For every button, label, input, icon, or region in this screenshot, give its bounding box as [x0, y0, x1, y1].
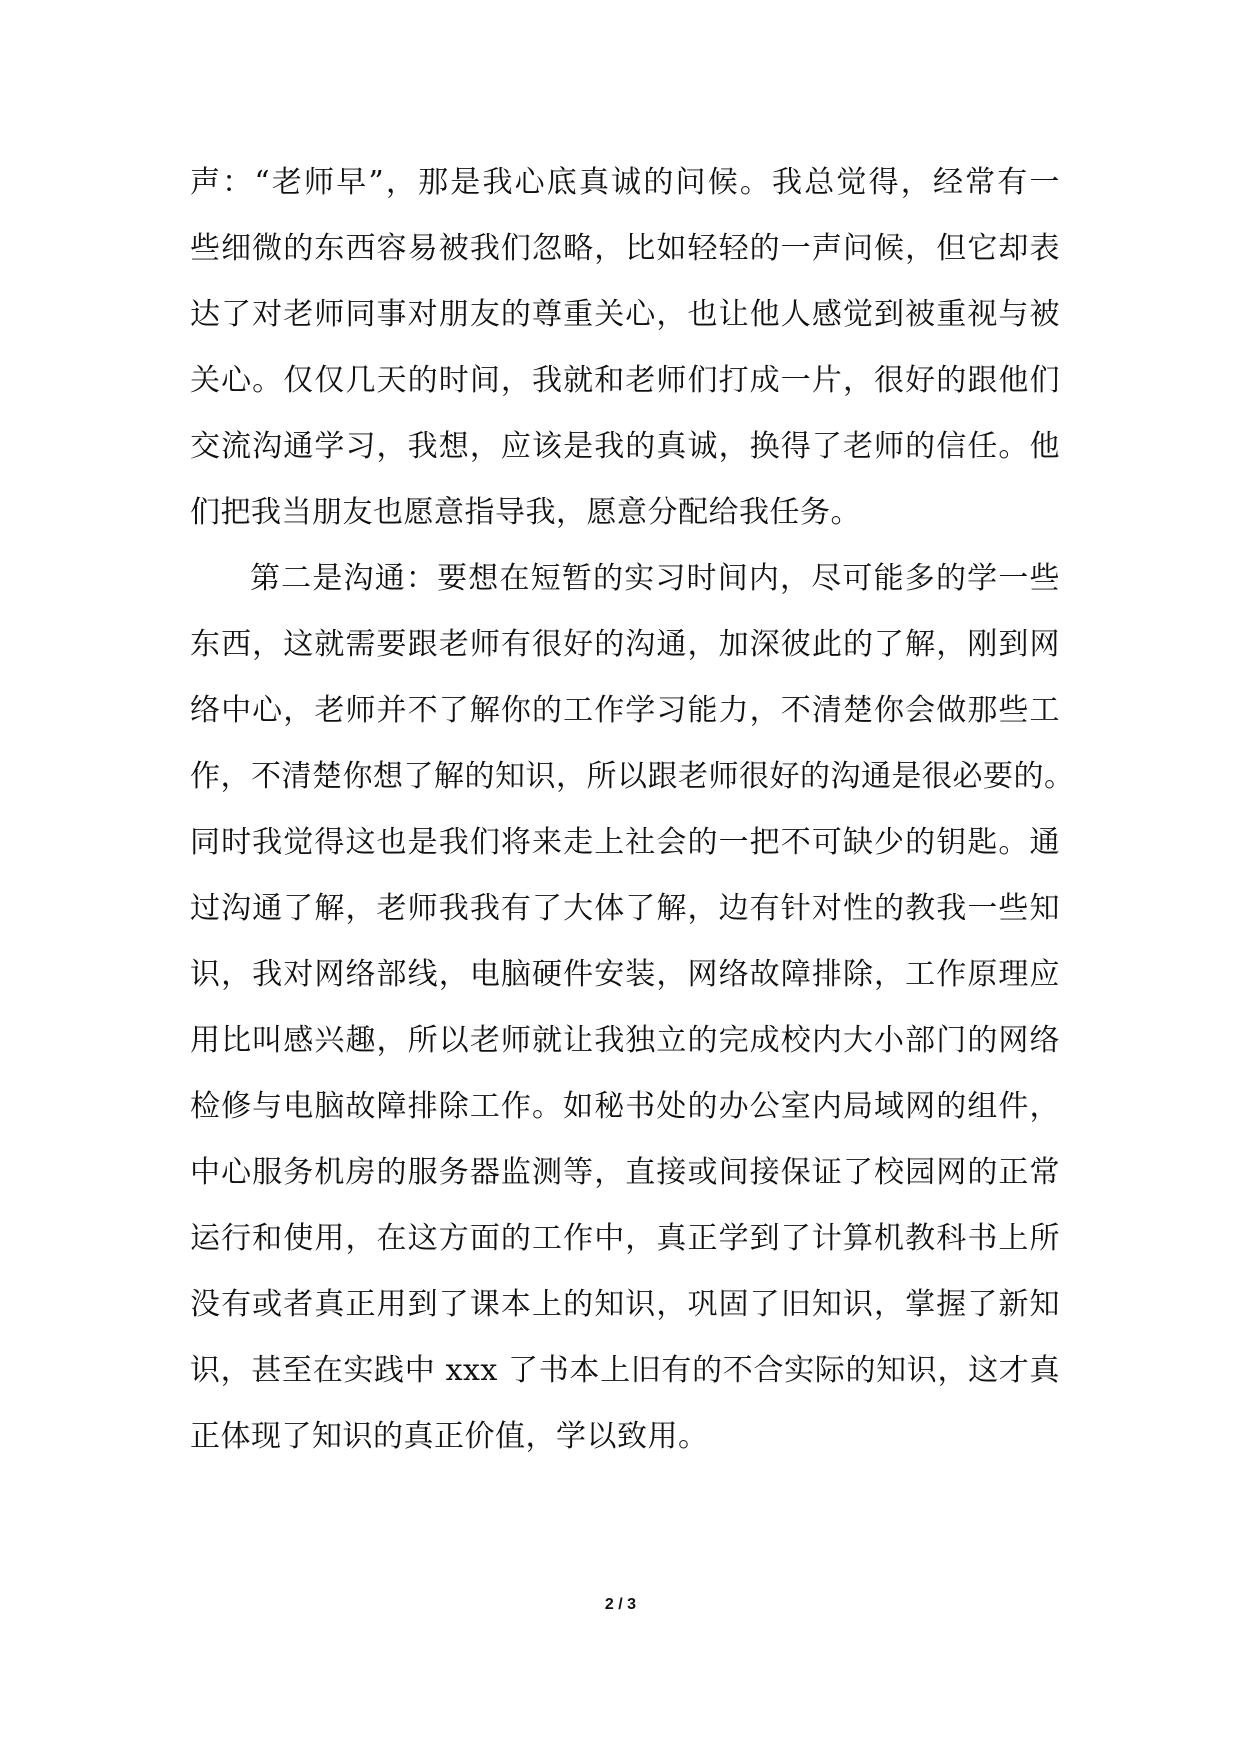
paragraph-2 [190, 546, 1075, 1470]
text-line: 们把我当朋友也愿意指导我，愿意分配给我任务。 [190, 495, 861, 530]
text-line: 识，甚至在实践中 xxx 了书本上旧有的不合实际的知识，这才真 [190, 1353, 1060, 1388]
text-line: 第二是沟通：要想在短暂的实习时间内，尽可能多的学一些 [250, 561, 1060, 596]
body-text [190, 150, 1075, 1470]
text-line: 交流沟通学习，我想，应该是我的真诚，换得了老师的信任。他 [190, 429, 1060, 464]
text-line: 过沟通了解，老师我我有了大体了解，边有针对性的教我一些知 [190, 891, 1060, 926]
text-line: 运行和使用，在这方面的工作中，真正学到了计算机教科书上所 [190, 1221, 1060, 1256]
text-line: 些细微的东西容易被我们忽略，比如轻轻的一声问候，但它却表 [190, 231, 1060, 266]
text-line: 同时我觉得这也是我们将来走上社会的一把不可缺少的钥匙。通 [190, 825, 1060, 860]
text-line: 没有或者真正用到了课本上的知识，巩固了旧知识，掌握了新知 [190, 1287, 1060, 1322]
text-line: 识，我对网络部线，电脑硬件安装，网络故障排除，工作原理应 [190, 957, 1060, 992]
text-line: 声：“老师早”，那是我心底真诚的问候。我总觉得，经常有一 [190, 165, 1060, 200]
text-line: 络中心，老师并不了解你的工作学习能力，不清楚你会做那些工 [190, 693, 1060, 728]
text-line: 关心。仅仅几天的时间，我就和老师们打成一片，很好的跟他们 [190, 363, 1060, 398]
text-line: 作，不清楚你想了解的知识，所以跟老师很好的沟通是很必要的。 [190, 759, 1075, 794]
paragraph-1 [190, 150, 1060, 546]
text-line: 用比叫感兴趣，所以老师就让我独立的完成校内大小部门的网络 [190, 1023, 1060, 1058]
text-line: 检修与电脑故障排除工作。如秘书处的办公室内局域网的组件， [190, 1089, 1060, 1124]
text-line: 中心服务机房的服务器监测等，直接或间接保证了校园网的正常 [190, 1155, 1060, 1190]
page-number: 2 / 3 [604, 1596, 637, 1613]
text-line: 东西，这就需要跟老师有很好的沟通，加深彼此的了解，刚到网 [190, 627, 1060, 662]
text-line: 达了对老师同事对朋友的尊重关心，也让他人感觉到被重视与被 [190, 297, 1060, 332]
text-line: 正体现了知识的真正价值，学以致用。 [190, 1419, 709, 1454]
